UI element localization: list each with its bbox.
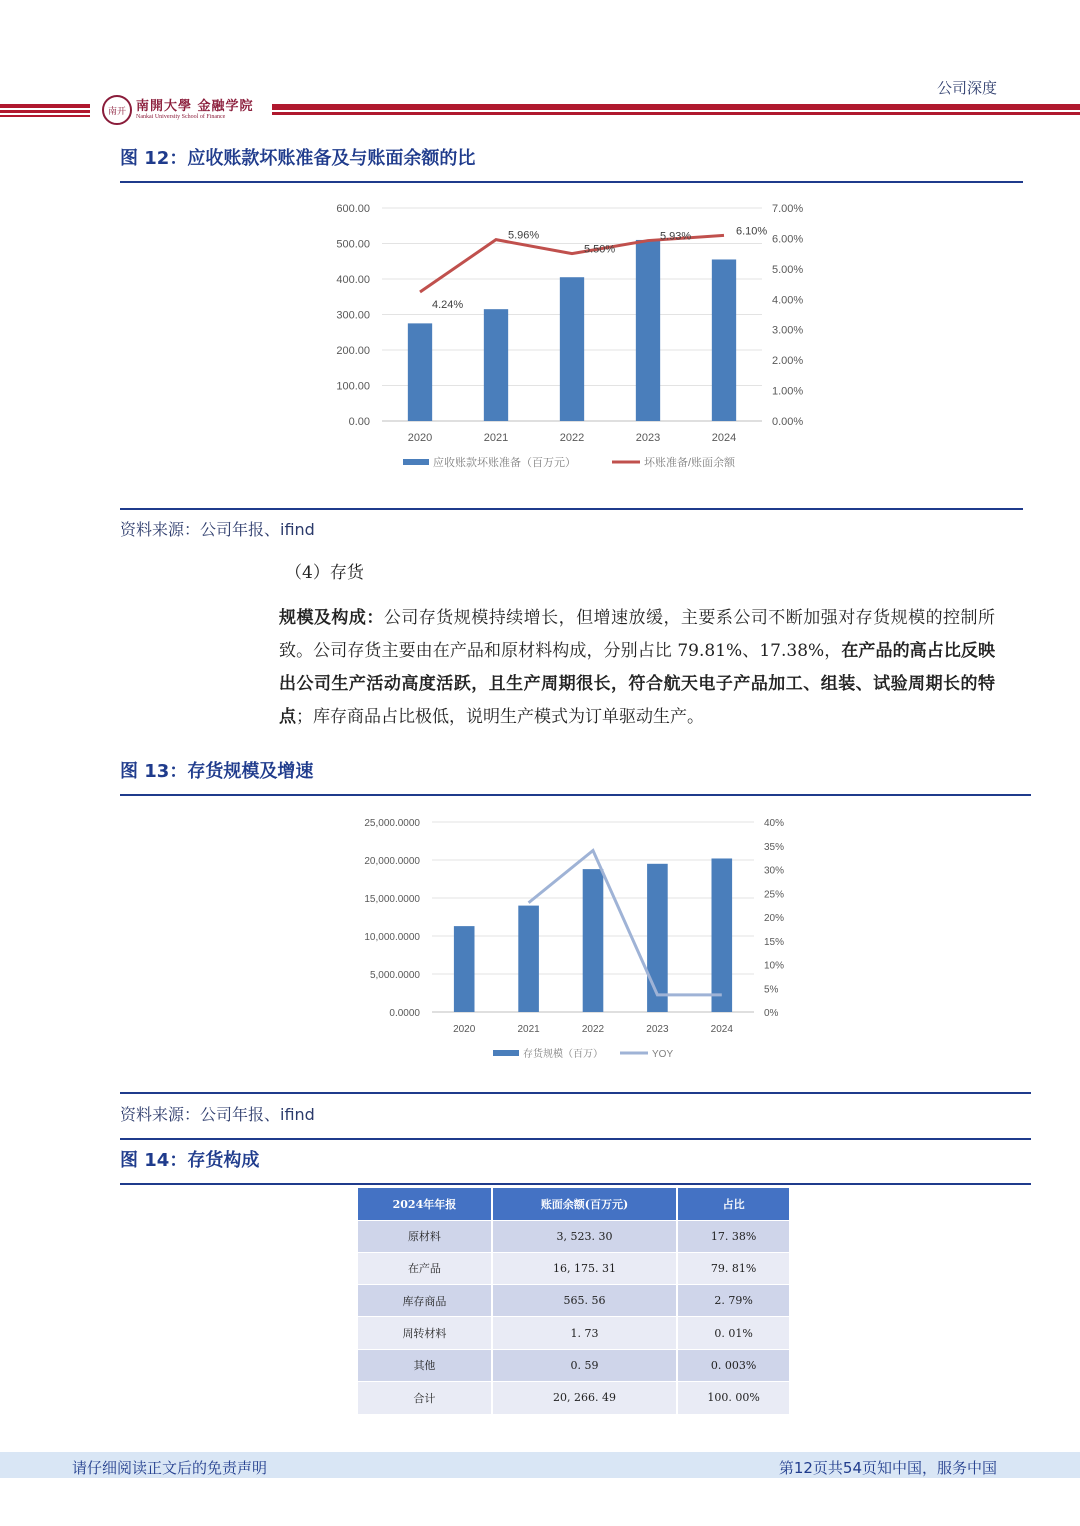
bar [408,323,432,421]
y2-tick-label: 4.00% [772,294,804,307]
x-tick-label: 2024 [711,432,737,444]
data-label: 4.24% [432,298,464,311]
x-tick-label: 2020 [453,1024,476,1035]
x-tick-label: 2023 [646,1024,669,1035]
footer-page-info: 第12页共54页知中国，服务中国 [778,1459,997,1477]
x-tick-label: 2020 [407,432,433,444]
table-row [358,1381,790,1413]
table-cell: 在产品 [358,1252,492,1284]
y2-tick-label: 40% [764,818,785,829]
y-tick-label: 0.0000 [389,1008,420,1019]
table-cell: 库存商品 [358,1285,492,1317]
y-tick-label: 100.00 [336,380,370,393]
table-cell: 3, 523. 30 [492,1220,677,1252]
y2-tick-label: 5.00% [772,263,804,276]
paragraph-bold-lead: 规模及构成： [279,608,384,628]
table-cell: 1. 73 [492,1317,677,1349]
footer-disclaimer: 请仔细阅读正文后的免责声明 [72,1459,268,1477]
table-cell: 周转材料 [358,1317,492,1349]
inventory-paragraph [279,602,995,734]
y-tick-label: 200.00 [336,345,370,357]
paragraph-text-2: ；库存商品占比极低，说明生产模式为订单驱动生产。 [296,707,704,727]
y2-tick-label: 15% [764,936,785,948]
y-tick-label: 300.00 [336,309,370,322]
table-row [358,1317,790,1349]
nankai-logo [102,94,262,126]
header-red-bar-right [272,104,1080,115]
table-cell: 100. 00% [677,1381,790,1413]
y-tick-label: 15,000.0000 [364,894,420,905]
figure12-bottom-rule [120,508,1023,510]
x-tick-label: 2021 [517,1024,540,1035]
university-seal-icon: 南开 [102,95,132,125]
bar [636,240,660,421]
y2-tick-label: 30% [764,865,785,877]
x-tick-label: 2024 [710,1024,733,1035]
y2-tick-label: 7.00% [772,203,804,215]
bar [583,869,604,1012]
table-cell: 565. 56 [492,1285,677,1317]
figure13-source: 资料来源：公司年报、ifind [120,1105,315,1124]
figure14-title: 图 14：存货构成 [120,1150,260,1171]
x-tick-label: 2022 [581,1024,605,1035]
logo-cn-text: 南開大學 金融学院 [136,99,254,115]
data-label: 5.50% [584,243,616,256]
y2-tick-label: 25% [764,889,785,901]
bar [711,858,732,1012]
y2-tick-label: 6.00% [772,233,804,246]
legend-bar-swatch [403,459,429,465]
y-tick-label: 10,000.0000 [364,932,420,943]
legend-label: 应收账款坏账准备（百万元） [433,457,576,469]
header-section-label: 公司深度 [936,79,997,97]
figure13-title: 图 13：存货规模及增速 [120,761,314,782]
bar [712,259,736,421]
bar [454,926,475,1012]
y2-tick-label: 20% [764,913,785,924]
y2-tick-label: 3.00% [772,324,804,337]
y-tick-label: 500.00 [336,238,370,251]
legend-bar-swatch [493,1050,519,1056]
y2-tick-label: 2.00% [772,355,804,368]
table-cell: 合计 [358,1381,492,1413]
data-label: 5.96% [508,229,540,242]
y2-tick-label: 10% [764,960,785,972]
x-tick-label: 2023 [635,432,661,444]
table-header-cell: 账面余额(百万元) [492,1188,677,1220]
y2-tick-label: 1.00% [772,385,804,398]
table-cell: 79. 81% [677,1252,790,1284]
legend-label: YOY [652,1049,674,1060]
table-cell: 17. 38% [677,1220,790,1252]
table-cell: 原材料 [358,1220,492,1252]
table-cell: 20, 266. 49 [492,1381,677,1413]
bar [560,277,584,421]
section-heading-inventory: （4）存货 [285,563,364,583]
figure14-top-rule [120,1138,1031,1140]
bar [518,906,539,1012]
table-header-cell: 2024年年报 [358,1188,492,1220]
table-cell: 0. 59 [492,1349,677,1381]
figure12-source: 资料来源：公司年报、ifind [120,520,315,539]
y2-tick-label: 0% [764,1008,779,1019]
y2-tick-label: 35% [764,841,785,853]
series-line [529,851,722,995]
bar [647,864,668,1012]
bar [484,309,508,421]
y-tick-label: 20,000.0000 [364,856,420,867]
legend-label: 存货规模（百万） [523,1049,603,1060]
header-red-bar-left [0,104,90,117]
table-header-row [358,1188,790,1220]
data-label: 6.10% [736,225,768,238]
y2-tick-label: 0.00% [772,416,804,428]
table-cell: 0. 003% [677,1349,790,1381]
figure13-chart [340,808,810,1063]
y-tick-label: 400.00 [336,274,370,286]
table-row [358,1220,790,1252]
paragraph-bold-mid: 在产品的高占比反映出公司生产活动高度活跃，且生产周期很长，符合航天电子产品加工、组装、试验周期长的特点 [279,641,995,727]
figure12-top-rule [120,181,1023,183]
y-tick-label: 0.00 [348,416,370,428]
figure14-title-rule [120,1183,1031,1185]
paragraph-text-1: 公司存货规模持续增长，但增速放缓，主要系公司不断加强对存货规模的控制所致。公司存货主要由在产品和原材料构成，分别占比 79.81%、17.38%， [279,608,996,661]
table-cell: 其他 [358,1349,492,1381]
y-tick-label: 5,000.0000 [369,970,420,981]
legend-label: 坏账准备/账面余额 [644,457,736,469]
x-tick-label: 2022 [559,432,585,444]
logo-en-text: Nankai University School of Finance [136,113,226,120]
y-tick-label: 25,000.0000 [364,818,420,829]
table-row [358,1349,790,1381]
figure12-title: 图 12：应收账款坏账准备及与账面余额的比 [120,148,476,169]
figure13-top-rule [120,794,1031,796]
table-row [358,1252,790,1284]
table-cell: 0. 01% [677,1317,790,1349]
y-tick-label: 600.00 [336,203,370,215]
y2-tick-label: 5% [764,984,779,996]
table-cell: 2. 79% [677,1285,790,1317]
table-row [358,1285,790,1317]
data-label: 5.93% [660,230,692,243]
inventory-table [358,1188,791,1414]
figure12-chart [300,192,820,482]
x-tick-label: 2021 [483,432,509,444]
table-header-cell: 占比 [677,1188,790,1220]
figure13-bottom-rule [120,1092,1031,1094]
table-cell: 16, 175. 31 [492,1252,677,1284]
